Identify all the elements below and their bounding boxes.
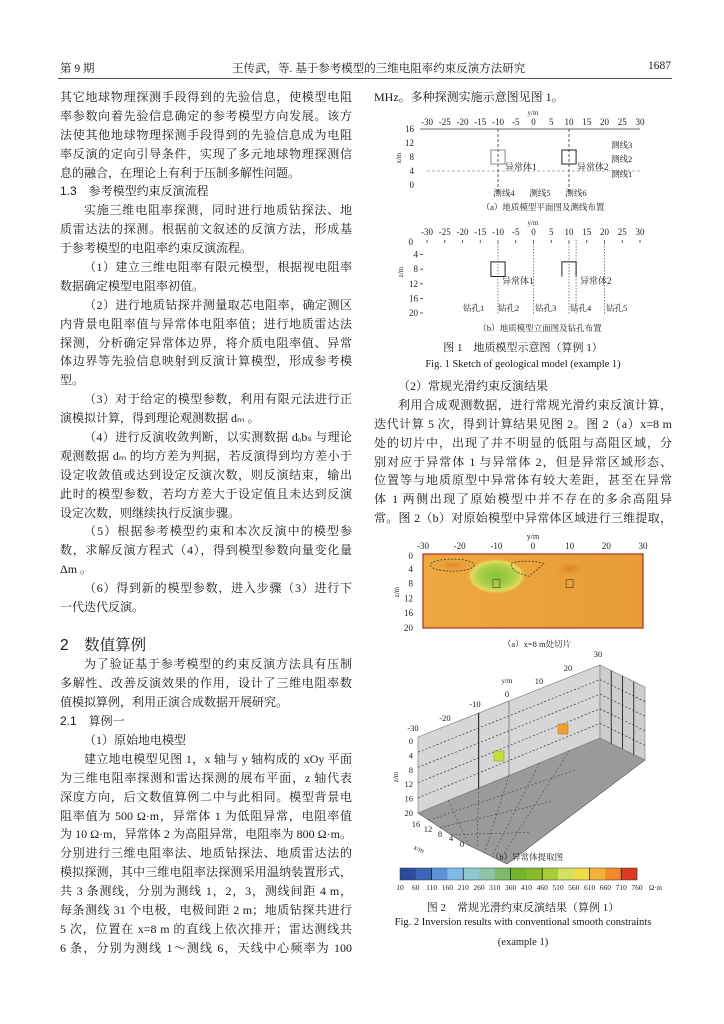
text-line: 6 条，分别为测线 1～测线 6，天线中心频率为 100	[60, 940, 352, 955]
y-tick-label: 12	[405, 138, 414, 148]
figure-2-caption-en-1: Fig. 2 Inversion results with conventional smooth constraints	[394, 917, 652, 928]
text-line: 实施三维电阻率探测，同时进行地质钻探法、地	[84, 203, 352, 218]
y-tick-label: 8	[413, 264, 418, 275]
borehole-label: 钻孔1	[463, 303, 485, 313]
radar-line-label: 测线6	[565, 188, 587, 198]
y-tick-label: 16	[405, 124, 414, 134]
text-line: 数，求解反演方程式（4），得到模型参数向量变化量	[60, 543, 352, 558]
x-axis-label: y/m	[526, 532, 540, 541]
radar-line-label: 测线4	[493, 188, 515, 198]
x-tick-label: -30	[421, 117, 433, 127]
text-line: 共 3 条测线，分别为测线 1，2，3，测线间距 4 m，	[60, 884, 352, 899]
borehole-label: 钻孔5	[606, 303, 628, 313]
x-axis-label: y/m	[527, 109, 539, 117]
z-tick-label: 4	[408, 750, 413, 761]
text-line: 质雷达法的探测。根据前文叙述的反演方法，形成基	[60, 222, 352, 237]
colorbar-tick-label: 210	[457, 883, 469, 892]
colorbar-segment	[495, 868, 511, 880]
y-tick-label: 16	[404, 608, 413, 619]
y-tick-label: 12	[404, 593, 413, 604]
figure-2a-slice	[393, 532, 648, 649]
text-line: Δm 。	[60, 562, 93, 577]
y-tick-label: -10	[469, 699, 481, 709]
text-line: 为三维电阻率探测和雷达探测的展布平面，z 轴代表	[60, 770, 352, 785]
figure-2b-3d-extraction	[392, 649, 645, 864]
y-tick-label: 0	[408, 551, 413, 561]
y-axis-label: z/m	[397, 266, 405, 278]
y-tick-label: 0	[409, 180, 414, 190]
figure-2a-caption: （a）x=8 m处切片	[502, 639, 572, 649]
colorbar-tick-label: 460	[536, 883, 548, 892]
colorbar-tick-label: 160	[441, 883, 454, 892]
low-resistivity-zone	[466, 558, 526, 594]
header-issue: 第 9 期	[60, 63, 95, 75]
text-line: 法使其他地球物理探测手段得到的先验信息成为电阻	[60, 127, 352, 142]
x-axis-label: y/m	[527, 219, 539, 227]
x-axis-label: x/m	[412, 843, 426, 856]
colorbar-tick-label: 510	[552, 883, 564, 892]
anomaly-1-label: 异常体1	[505, 162, 537, 172]
text-line: （5）根据参考模型约束和本次反演中的模型参	[84, 524, 352, 539]
text-line: 此时的模型参数，若均方差大于设定值且未达到反演	[60, 486, 352, 501]
x-tick-label: 20	[601, 541, 611, 551]
text-line: （2）进行地质钻探并测量取芯电阻率，确定测区	[84, 297, 352, 312]
colorbar-segment	[590, 868, 606, 880]
y-axis-label: z/m	[393, 586, 401, 598]
colorbar-tick-label: 410	[520, 883, 533, 892]
colorbar-segment	[542, 868, 558, 880]
text-line: 一代迭代反演。	[60, 600, 145, 615]
x-tick-label: -25	[438, 227, 451, 237]
text-line: 观测数据 dₘ 的均方差为判据，若反演得到均方差小于	[60, 448, 352, 463]
text-line: 分别进行三维电阻率法、地质钻探法、地质雷达法的	[60, 846, 352, 861]
anomaly-2-label: 异常体2	[580, 276, 612, 286]
colorbar-segment	[605, 868, 621, 880]
colorbar-tick-label: 610	[583, 883, 596, 892]
borehole-label: 钻孔3	[535, 303, 557, 313]
z-tick-label: 0	[408, 736, 413, 746]
z-tick-label: 20	[404, 808, 413, 818]
colorbar-tick-label: 10	[396, 883, 404, 892]
text-line: （1）原始地电模型	[84, 732, 187, 747]
colorbar-segment	[479, 868, 495, 880]
text-line: 位置等与地质原型中异常体有较大差距，甚至在异常	[374, 473, 672, 488]
x-tick-label: -30	[421, 227, 433, 237]
survey-line-label: 测线3	[611, 140, 633, 150]
borehole-label: 钻孔4	[570, 303, 592, 313]
borehole-label: 钻孔2	[498, 303, 520, 313]
figure-1b-section-view	[397, 219, 645, 333]
anomaly-2-cube	[558, 724, 568, 734]
x-tick-label: -25	[438, 117, 451, 127]
y-tick-label: 30	[593, 649, 603, 659]
colorbar-segment	[400, 868, 416, 880]
figure-2-colorbar	[396, 868, 662, 892]
text-line: 内背景电阻率值与异常体电阻率值；进行地质雷达法	[60, 316, 352, 331]
radar-line-label: 测线5	[529, 188, 551, 198]
x-tick-label: 12	[423, 824, 433, 834]
header-page-number: 1687	[648, 60, 671, 72]
x-tick-label: 30	[638, 541, 648, 551]
y-tick-label: -30	[407, 723, 419, 733]
subsection-heading: 2.1 算例一	[60, 714, 125, 729]
text-line: （2）常规光滑约束反演结果	[398, 379, 549, 393]
text-line: （3）对于给定的模型参数，利用有限元法进行正	[84, 392, 352, 407]
figure-1b-caption: （b）地质模型立面图及钻孔布置	[478, 323, 602, 333]
x-tick-label: 25	[617, 117, 627, 127]
y-tick-label: 8	[409, 152, 414, 162]
text-line: 5 次，位置在 x=8 m 的直线上依次排开；雷达测线共	[60, 921, 352, 936]
text-line: 演模拟计算，得到理论观测数据 dₘ 。	[60, 411, 260, 426]
colorbar-segment	[463, 868, 479, 880]
y-tick-label: 20	[404, 623, 413, 633]
y-tick-label: 8	[408, 578, 413, 589]
figure-1-caption-cn: 图 1 地质模型示意图（算例 1）	[443, 342, 603, 354]
colorbar-unit: Ω·m	[649, 884, 662, 892]
colorbar-tick-label: 560	[568, 883, 580, 892]
figure-2-caption-en-2: (example 1)	[497, 937, 549, 948]
text-line: 体 1 两侧出现了原始模型中并不存在的多余高阻异	[374, 492, 672, 507]
colorbar-segment	[558, 868, 574, 880]
colorbar-segment	[416, 868, 432, 880]
x-tick-label: 30	[635, 117, 645, 127]
x-tick-label: 5	[549, 227, 554, 237]
text-line: 于参考模型的电阻率约束反演流程。	[60, 241, 253, 256]
figure-1-caption-en: Fig. 1 Sketch of geological model (example 1)	[425, 359, 621, 370]
x-tick-label: 8	[437, 829, 443, 839]
text-line: 其它地球物理探测手段得到的先验信息，使模型电阻	[60, 90, 352, 104]
text-line: 探测，分析确定异常体边界，将介质电阻率值、异常	[60, 335, 352, 350]
section-heading: 2 数值算例	[60, 636, 147, 654]
x-tick-label: 0	[530, 541, 536, 551]
figure-1a-caption: （a）地质模型平面图及测线布置	[481, 202, 605, 212]
text-line: 为 10 Ω·m，异常体 2 为高阻异常，电阻率为 800 Ω·m。	[60, 827, 352, 842]
z-tick-label: 8	[408, 764, 413, 775]
text-line: 阻率值为 500 Ω·m，异常体 1 为低阻异常，电阻率值	[60, 808, 352, 823]
text-line: 息的融合，在理论上有利于压制多解性问题。	[60, 165, 301, 180]
text-line: 利用合成观测数据，进行常规光滑约束反演计算，	[398, 397, 672, 412]
x-tick-label: -20	[456, 117, 469, 127]
text-line: （6）得到新的模型参数，进入步骤（3）进行下	[84, 581, 352, 596]
x-tick-label: 4	[448, 833, 454, 843]
x-tick-label: 25	[617, 227, 627, 237]
x-tick-label: -10	[492, 117, 504, 127]
x-tick-label: 10	[565, 541, 575, 551]
text-line: 体边界等先验信息映射到反演计算模型，形成参考模	[60, 354, 352, 369]
colorbar-segment	[574, 868, 590, 880]
text-line: 建立地电模型见图 1，x 轴与 y 轴构成的 xOy 平面	[84, 751, 352, 766]
y-tick-label: -20	[439, 713, 451, 723]
figure-1a-plan-view	[395, 109, 645, 212]
x-tick-label: 10	[564, 117, 574, 127]
text-line: 每条测线 31 个电极，电极间距 2 m；地质钻探共进行	[60, 903, 352, 917]
x-tick-label: 30	[635, 227, 645, 237]
x-tick-label: 20	[600, 227, 609, 237]
x-tick-label: -30	[417, 541, 429, 551]
y-tick-label: 16	[409, 293, 418, 304]
colorbar-segment	[526, 868, 542, 880]
text-line: 多解性、改善反演效果的作用，设计了三维电阻率数	[60, 676, 352, 691]
text-line: 为了验证基于参考模型的约束反演方法具有压制	[84, 657, 352, 672]
x-tick-label: 10	[564, 227, 574, 237]
anomaly-1-cube	[494, 751, 504, 761]
high-resistivity-zone	[430, 558, 474, 572]
x-tick-label: -20	[456, 227, 469, 237]
z-tick-label: 16	[404, 793, 413, 804]
text-line: 设定收敛值或达到设定反演次数，则反演结束，输出	[60, 467, 352, 482]
y-tick-label: 12	[409, 278, 418, 289]
colorbar-tick-label: 110	[426, 883, 438, 892]
text-line: 率反演的定向引导条件，实现了多元地球物理探测信	[60, 146, 352, 161]
x-tick-label: 0	[531, 117, 536, 127]
colorbar-segment	[621, 868, 637, 880]
text-line: 迭代计算 5 次，得到计算结果见图 2。图 2（a）x=8 m	[374, 416, 672, 431]
text-line: 数据确定模型电阻率初值。	[60, 278, 205, 293]
y-tick-label: 20	[409, 308, 418, 318]
figure-2b-caption: （b）异常体提取图	[490, 852, 564, 862]
colorbar-tick-label: 260	[473, 883, 485, 892]
text-line: 值模拟算例，利用正演合成数据开展研究。	[60, 695, 289, 710]
y-tick-label: 4	[408, 563, 413, 574]
x-tick-label: 20	[600, 117, 609, 127]
y-tick-label: 0	[408, 237, 413, 247]
colorbar-tick-label: 60	[412, 883, 420, 892]
x-tick-label: 0	[531, 227, 536, 237]
x-tick-label: 15	[582, 117, 592, 127]
text-line: 处的切片中，出现了并不明显的低阻与高阻区域，分	[374, 435, 672, 450]
x-tick-label: -15	[474, 117, 487, 127]
header-running-title: 王传武，等. 基于参考模型的三维电阻率约束反演方法研究	[232, 63, 526, 75]
colorbar-tick-label: 710	[615, 883, 627, 892]
colorbar-segment	[511, 868, 527, 880]
y-tick-label: 0	[504, 689, 510, 699]
x-tick-label: -10	[490, 541, 503, 551]
text-line: 深度方向，后文数值算例二中与此相同。模型背景电	[60, 789, 352, 804]
colorbar-segment	[432, 868, 448, 880]
anomaly-2-label: 异常体2	[577, 162, 609, 172]
text-line: 模拟探测，其中三维电阻率法探测采用温纳装置形式，	[60, 865, 352, 880]
text-line: 型。	[60, 373, 85, 388]
z-tick-label: 12	[404, 779, 413, 790]
colorbar-tick-label: 760	[631, 883, 643, 892]
x-tick-label: 16	[411, 819, 421, 829]
text-line: 常。图 2（b）对原始模型中异常体区域进行三维提取，	[374, 511, 672, 526]
text-line: 别对应于异常体 1 与异常体 2，但是异常区域形态、	[374, 454, 672, 469]
x-tick-label: 5	[549, 117, 554, 127]
y-tick-label: 4	[409, 166, 414, 176]
y-tick-label: 10	[534, 676, 544, 686]
colorbar-tick-label: 310	[489, 883, 501, 892]
text-line: （1）建立三维电阻率有限元模型，根据视电阻率	[84, 260, 352, 275]
x-tick-label: 0	[459, 839, 465, 849]
z-axis-label: z/m	[392, 771, 400, 783]
anomaly-1-label: 异常体1	[502, 276, 534, 286]
survey-line-label: 测线2	[611, 154, 633, 164]
colorbar-tick-label: 660	[599, 883, 612, 892]
x-tick-label: -10	[492, 227, 504, 237]
x-tick-label: -15	[474, 227, 487, 237]
subsection-heading: 1.3 参考模型约束反演流程	[60, 184, 209, 199]
figure-2-caption-cn: 图 2 常规光滑约束反演结果（算例 1）	[426, 902, 620, 914]
text-line: MHz。多种探测实施示意图见图 1。	[374, 90, 564, 104]
text-line: （4）进行反演收敛判断，以实测数据 dₒbₛ 与理论	[84, 430, 352, 445]
x-tick-label: 15	[582, 227, 592, 237]
high-resistivity-zone	[552, 560, 588, 578]
survey-line-label: 测线1	[611, 169, 633, 179]
x-tick-label: -5	[512, 227, 520, 237]
text-line: 率参数向着先验信息确定的参考模型方向发展。该方	[60, 108, 352, 123]
y-tick-label: 4	[413, 249, 418, 260]
y-tick-label: 20	[563, 663, 573, 673]
x-tick-label: -5	[512, 117, 520, 127]
x-tick-label: -20	[453, 541, 466, 551]
colorbar-tick-label: 360	[504, 883, 517, 892]
y-axis-label: y/m	[501, 677, 513, 685]
colorbar-segment	[447, 868, 463, 880]
text-line: 设定次数，则继续执行反演步骤。	[60, 505, 241, 520]
y-axis-label: x/m	[395, 152, 403, 164]
